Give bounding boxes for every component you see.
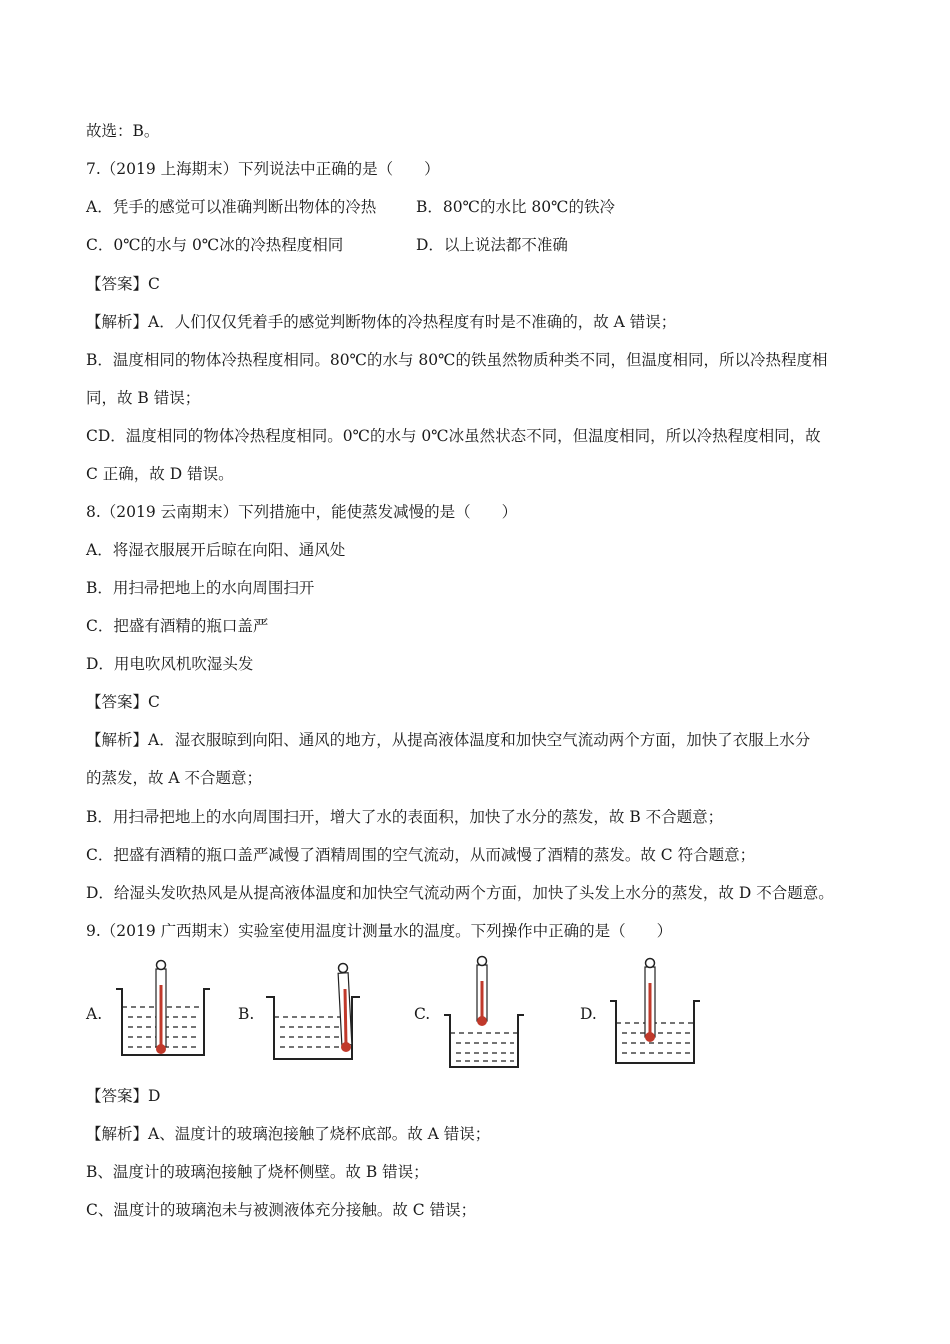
beaker-d-diagram [608, 955, 704, 1069]
question-7-stem: 7.（2019 上海期末）下列说法中正确的是（ ） [86, 160, 440, 178]
q9-answer: 【答案】D [86, 1087, 161, 1105]
q8-option-a: A．将湿衣服展开后晾在向阳、通风处 [86, 541, 346, 559]
q8-option-b: B．用扫帚把地上的水向周围扫开 [86, 579, 315, 597]
q7-option-a: A．凭手的感觉可以准确判断出物体的冷热 [86, 198, 377, 216]
q7-answer: 【答案】C [86, 275, 160, 293]
q7-option-c: C．0℃的水与 0℃冰的冷热程度相同 [86, 236, 344, 254]
q7-analysis-line: C 正确，故 D 错误。 [86, 465, 234, 483]
figure-label-d: D. [580, 1005, 597, 1023]
figure-label-c: C. [414, 1005, 431, 1023]
q8-analysis-line: C．把盛有酒精的瓶口盖严减慢了酒精周围的空气流动，从而减慢了酒精的蒸发。故 C 符合题意； [86, 846, 756, 864]
figure-label-a: A. [86, 1005, 103, 1023]
q8-analysis-line: 的蒸发，故 A 不合题意； [86, 769, 263, 787]
q9-analysis-line: C、温度计的玻璃泡未与被测液体充分接触。故 C 错误； [86, 1201, 477, 1219]
beaker-c-diagram [442, 955, 526, 1071]
thermometer-beaker-figure [86, 955, 726, 1080]
q8-analysis-line: 【解析】A．湿衣服晾到向阳、通风的地方，从提高液体温度和加快空气流动两个方面，加快了衣服上水分 [86, 731, 811, 749]
q7-option-d: D．以上说法都不准确 [416, 236, 568, 254]
text-line: 故选：B。 [86, 122, 160, 140]
q9-analysis-line: 【解析】A、温度计的玻璃泡接触了烧杯底部。故 A 错误； [86, 1125, 491, 1143]
q7-analysis-line: 同，故 B 错误； [86, 389, 201, 407]
q7-analysis-line: 【解析】A．人们仅仅凭着手的感觉判断物体的冷热程度有时是不准确的，故 A 错误； [86, 313, 677, 331]
beaker-a-diagram [114, 955, 214, 1063]
question-8-stem: 8.（2019 云南期末）下列措施中，能使蒸发减慢的是（ ） [86, 503, 518, 521]
q7-analysis-line: CD．温度相同的物体冷热程度相同。0℃的水与 0℃冰虽然状态不同，但温度相同，所以冷热程度相同，故 [86, 427, 821, 445]
beaker-b-diagram [264, 955, 364, 1067]
q7-analysis-line: B．温度相同的物体冷热程度相同。80℃的水与 80℃的铁虽然物质种类不同，但温度相同，所以冷热程度相 [86, 351, 828, 369]
q7-option-b: B．80℃的水比 80℃的铁冷 [416, 198, 615, 216]
q8-option-d: D．用电吹风机吹湿头发 [86, 655, 254, 673]
q8-option-c: C．把盛有酒精的瓶口盖严 [86, 617, 269, 635]
q8-analysis-line: B．用扫帚把地上的水向周围扫开，增大了水的表面积，加快了水分的蒸发，故 B 不合题意； [86, 808, 724, 826]
question-9-stem: 9.（2019 广西期末）实验室使用温度计测量水的温度。下列操作中正确的是（ ） [86, 922, 673, 940]
q8-answer: 【答案】C [86, 693, 160, 711]
figure-label-b: B. [238, 1005, 255, 1023]
q8-analysis-line: D．给湿头发吹热风是从提高液体温度和加快空气流动两个方面，加快了头发上水分的蒸发，故 D 不合题意。 [86, 884, 834, 902]
q9-analysis-line: B、温度计的玻璃泡接触了烧杯侧壁。故 B 错误； [86, 1163, 429, 1181]
